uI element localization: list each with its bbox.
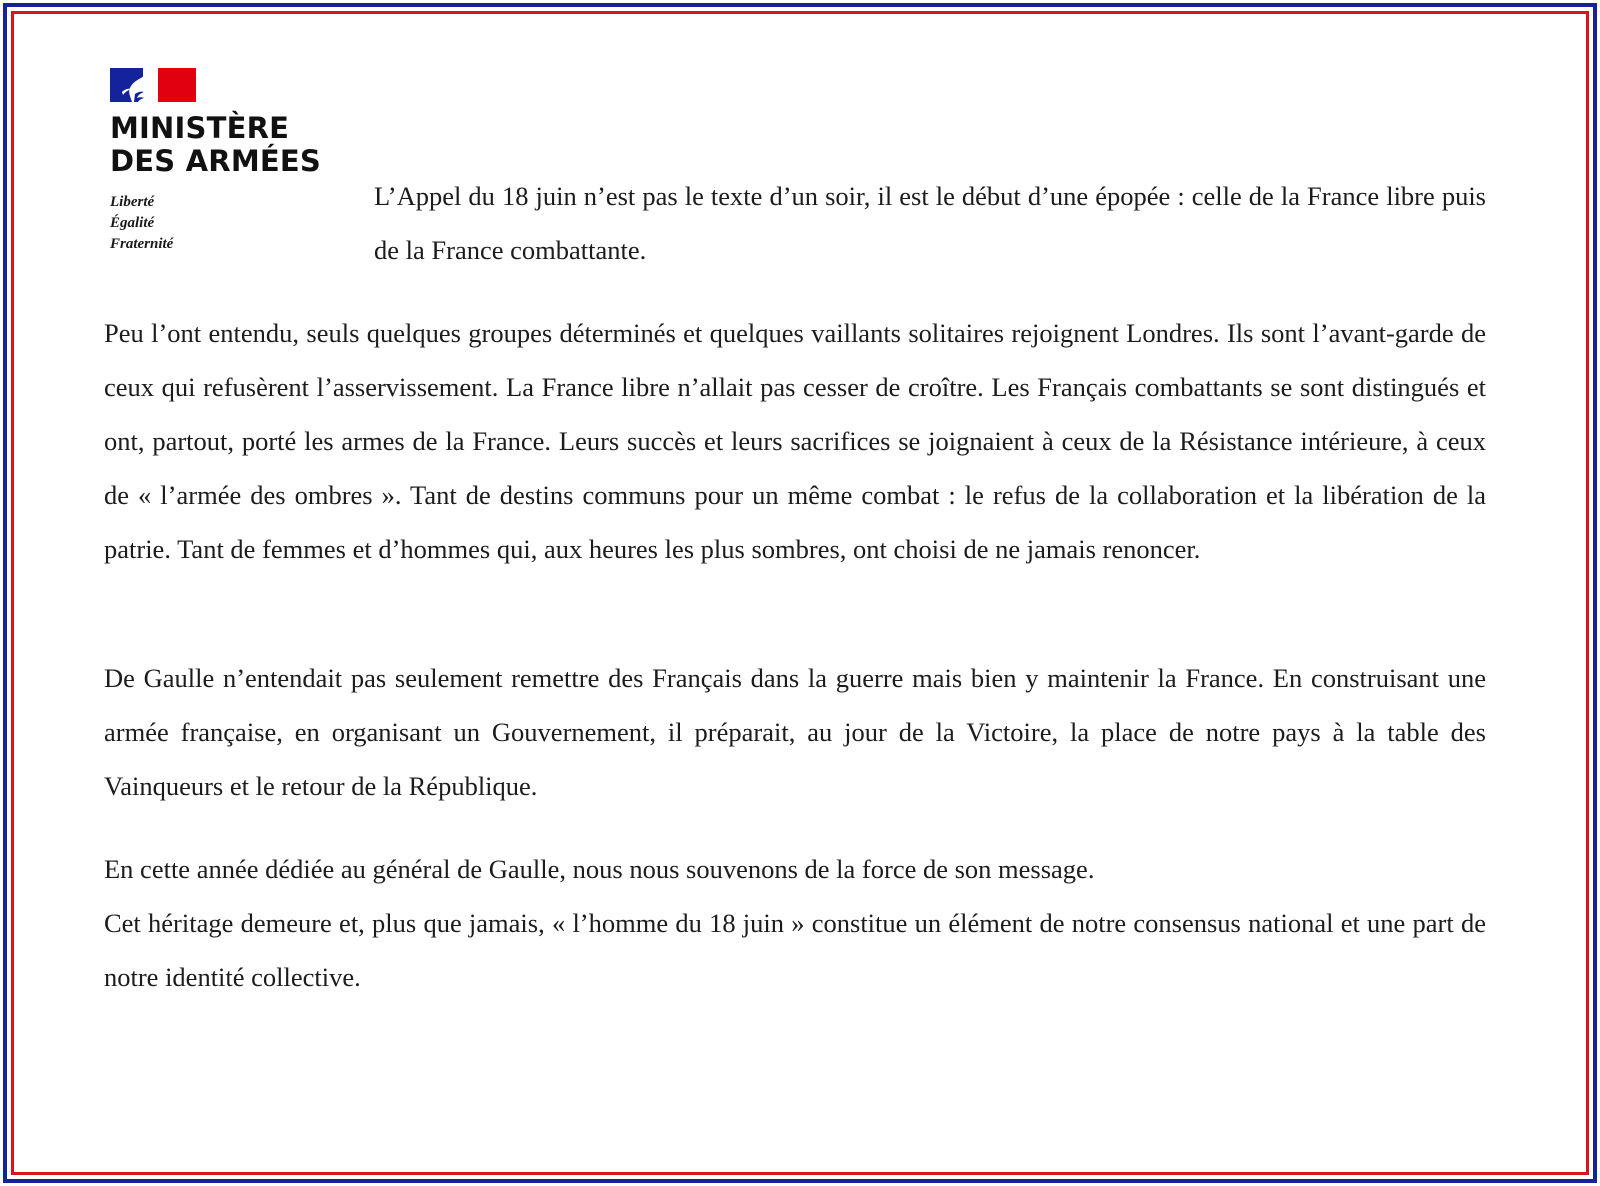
paragraph-year-dedication: En cette année dédiée au général de Gaulle, nous nous souvenons de la force de son message. (104, 854, 1095, 884)
ministry-name-line-2: DES ARMÉES (110, 144, 322, 178)
motto-egalite: Égalité (110, 215, 155, 231)
republic-motto (110, 192, 340, 255)
ministry-logo (110, 68, 340, 255)
motto-liberte: Liberté (110, 194, 155, 210)
paragraph-de-gaulle: De Gaulle n’entendait pas seulement remettre des Français dans la guerre mais bien y maintenir la France. En construisant une armée française, en organisant un Gouvernement, il préparait, au jour de la Victoire, la place de notre pays à la table des Vainqueurs et le retour de la République. (104, 663, 1486, 801)
paragraph-intro: L’Appel du 18 juin n’est pas le texte d’un soir, il est le début d’une épopée : celle de la France libre puis de la France combattante. (374, 181, 1486, 265)
paragraph-free-france: Peu l’ont entendu, seuls quelques groupes déterminés et quelques vaillants solitaires rejoignent Londres. Ils sont l’avant-garde de ceux qui refusèrent l’asservissement. La France libre n’allait pas cesser de croître. Les Français combattants se sont distingués et ont, partout, porté les armes de la France. Leurs succès et leurs sacrifices se joignaient à ceux de la Résistance intérieure, à ceux de « l’armée des ombres ». Tant de destins communs pour un même combat : le refus de la collaboration et la libération de la patrie. Tant de femmes et d’hommes qui, aux heures les plus sombres, ont choisi de ne jamais renoncer. (104, 318, 1486, 564)
motto-fraternite: Fraternité (110, 236, 174, 252)
marianne-flag-icon (110, 68, 196, 102)
ministry-name (110, 112, 340, 178)
paragraph-heritage: Cet héritage demeure et, plus que jamais, « l’homme du 18 juin » constitue un élément de notre consensus national et une part de notre identité collective. (104, 908, 1486, 992)
ministry-name-line-1: MINISTÈRE (110, 111, 290, 145)
